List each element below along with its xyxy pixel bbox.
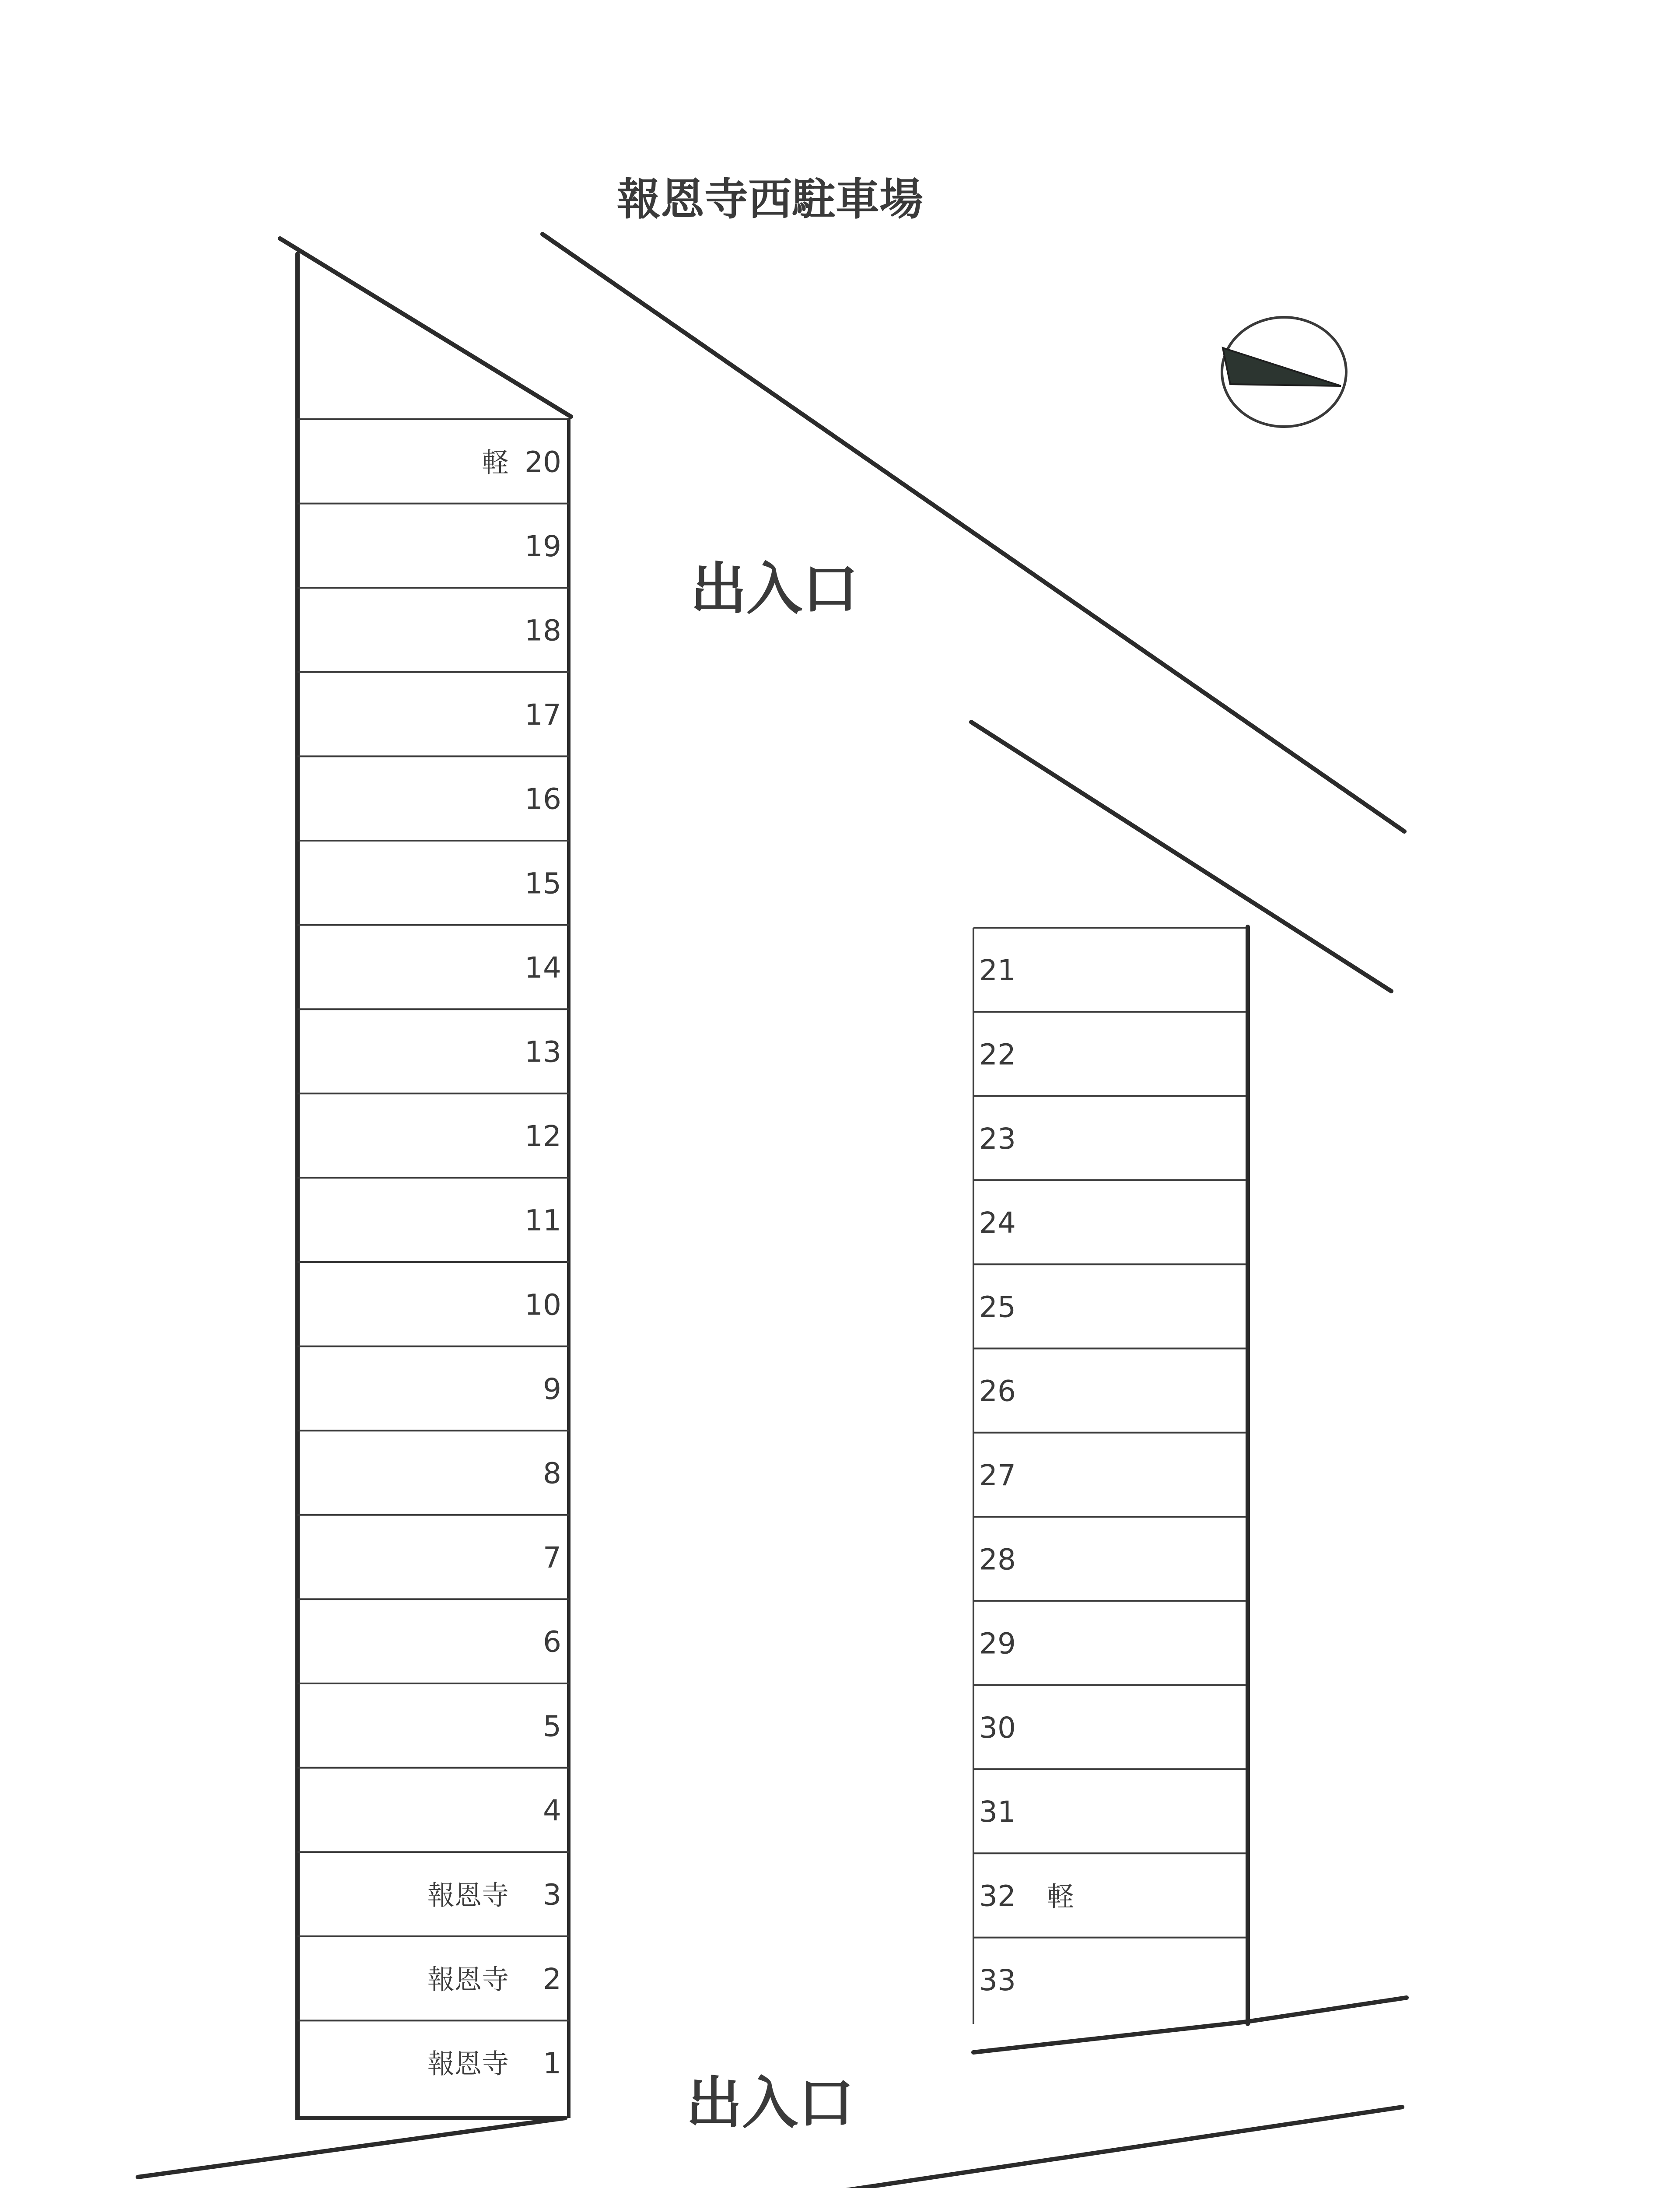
space-number: 24 (979, 1206, 1016, 1240)
parking-space-2 (298, 1962, 569, 2020)
parking-space-10 (298, 1288, 569, 1346)
space-label: 軽 (481, 446, 509, 479)
parking-space-20 (298, 445, 569, 503)
space-number: 12 (525, 1119, 561, 1154)
parking-space-6 (298, 1625, 569, 1683)
left-parking-block (298, 254, 569, 2118)
space-number: 30 (979, 1711, 1016, 1745)
space-label: 軽 (1047, 1880, 1074, 1913)
space-number: 25 (979, 1290, 1016, 1324)
parking-space-29 (973, 1627, 1246, 1685)
parking-space-24 (973, 1206, 1246, 1264)
parking-space-23 (973, 1122, 1246, 1180)
parking-space-15 (298, 866, 569, 925)
space-number: 27 (979, 1458, 1016, 1492)
parking-space-32 (973, 1879, 1246, 1937)
parking-space-19 (298, 529, 569, 588)
space-number: 4 (543, 1793, 561, 1827)
parking-space-12 (298, 1119, 569, 1178)
parking-space-16 (298, 782, 569, 841)
parking-space-7 (298, 1541, 569, 1599)
space-number: 18 (525, 614, 561, 648)
space-number: 8 (543, 1456, 561, 1490)
space-number: 20 (525, 445, 561, 479)
parking-space-5 (298, 1709, 569, 1767)
parking-space-25 (973, 1290, 1246, 1348)
right-parking-block (973, 927, 1248, 2024)
space-number: 1 (543, 2046, 561, 2080)
parking-space-21 (973, 954, 1246, 1012)
entrance-label-north: 出入口 (690, 557, 859, 622)
parking-space-4 (298, 1794, 569, 1852)
north-arrow-icon (1222, 317, 1346, 427)
parking-space-8 (298, 1457, 569, 1515)
space-number: 5 (543, 1709, 561, 1743)
parking-space-30 (973, 1711, 1246, 1769)
parking-space-22 (973, 1038, 1246, 1096)
space-number: 23 (979, 1122, 1016, 1156)
space-number: 9 (543, 1372, 561, 1406)
space-number: 33 (979, 1963, 1016, 1997)
space-number: 17 (525, 698, 561, 732)
space-number: 2 (543, 1962, 561, 1996)
parking-space-1 (427, 2047, 561, 2080)
parking-space-3 (298, 1878, 569, 1936)
space-label: 報恩寺 (427, 1879, 509, 1911)
space-number: 29 (979, 1627, 1016, 1661)
space-number: 11 (525, 1203, 561, 1238)
lot-title: 報恩寺西駐車場 (617, 174, 923, 225)
parking-space-9 (298, 1372, 569, 1431)
space-number: 7 (543, 1541, 561, 1575)
space-number: 21 (979, 954, 1016, 988)
parking-space-14 (298, 951, 569, 1009)
space-number: 16 (525, 782, 561, 816)
space-number: 32 (979, 1879, 1016, 1913)
road-lines (138, 234, 1407, 2188)
parking-space-31 (973, 1795, 1246, 1853)
parking-space-18 (298, 614, 569, 672)
parking-space-27 (973, 1459, 1246, 1517)
parking-space-26 (973, 1375, 1246, 1433)
space-number: 22 (979, 1038, 1016, 1072)
space-number: 28 (979, 1543, 1016, 1577)
parking-space-33 (979, 1964, 1016, 1997)
space-label: 報恩寺 (427, 1964, 509, 1996)
space-number: 3 (543, 1878, 561, 1912)
parking-space-13 (298, 1035, 569, 1094)
space-number: 6 (543, 1625, 561, 1659)
entrance-label-south: 出入口 (686, 2071, 854, 2136)
space-label: 報恩寺 (427, 2048, 509, 2080)
space-number: 31 (979, 1795, 1016, 1829)
parking-space-28 (973, 1543, 1246, 1601)
space-number: 14 (525, 950, 561, 985)
parking-space-11 (298, 1204, 569, 1262)
space-number: 19 (525, 529, 561, 563)
space-number: 13 (525, 1035, 561, 1069)
space-number: 26 (979, 1374, 1016, 1408)
parking-space-17 (298, 698, 569, 756)
space-number: 15 (525, 866, 561, 901)
space-number: 10 (525, 1288, 561, 1322)
